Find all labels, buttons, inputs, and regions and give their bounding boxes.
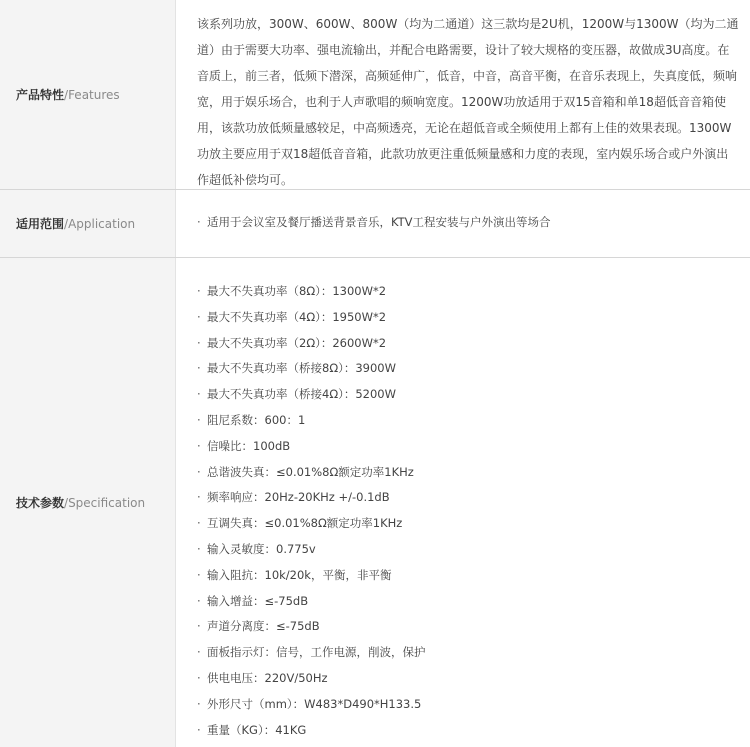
spec-item-text: 最大不失真功率（8Ω）：1300W*2 <box>207 284 387 298</box>
list-item <box>197 537 740 563</box>
spec-item-text: 阻尼系数：600：1 <box>207 412 306 427</box>
bullet-dot-icon: · <box>197 516 201 531</box>
list-item <box>197 279 740 305</box>
list-item <box>197 331 740 357</box>
list-item <box>197 692 740 718</box>
application-label <box>0 190 176 257</box>
list-item <box>197 408 740 434</box>
bullet-dot-icon: · <box>197 309 201 324</box>
spec-item-text: 信噪比：100dB <box>207 438 291 453</box>
spec-item-text: 最大不失真功率（桥接4Ω）：5200W <box>207 387 396 402</box>
list-item <box>197 666 740 692</box>
bullet-dot-icon: · <box>197 670 201 685</box>
specification-list <box>197 258 740 743</box>
application-row <box>0 190 750 258</box>
specification-label <box>0 258 176 747</box>
bullet-dot-icon: · <box>197 438 201 453</box>
bullet-dot-icon: · <box>197 567 201 582</box>
spec-item-text: 输入阻抗：10k/20k，平衡，非平衡 <box>207 567 392 582</box>
application-label-en: Application <box>68 216 136 231</box>
bullet-dot-icon: · <box>197 593 201 608</box>
spec-item-text: 输入增益：≤-75dB <box>207 593 309 608</box>
list-item <box>197 511 740 537</box>
spec-item-text: 输入灵敏度：0.775v <box>207 541 316 556</box>
features-label <box>0 0 176 189</box>
bullet-dot-icon: · <box>197 284 201 298</box>
list-item <box>197 614 740 640</box>
spec-item-text: 外形尺寸（mm）：W483*D490*H133.5 <box>207 696 422 711</box>
bullet-dot-icon: · <box>197 645 201 660</box>
spec-item-text: 供电电压：220V/50Hz <box>207 670 328 685</box>
bullet-dot-icon: · <box>197 722 201 737</box>
list-item <box>197 460 740 486</box>
features-row <box>0 0 750 190</box>
list-item <box>197 434 740 460</box>
features-label-separator: / <box>64 87 69 102</box>
list-item <box>197 305 740 331</box>
spec-item-text: 面板指示灯：信号，工作电源，削波，保护 <box>207 645 426 660</box>
spec-item-text: 最大不失真功率（2Ω）：2600W*2 <box>207 335 387 350</box>
application-item-text: 适用于会议室及餐厅播送背景音乐，KTV工程安装与户外演出等场合 <box>207 215 551 229</box>
spec-item-text: 频率响应：20Hz-20KHz +/-0.1dB <box>207 490 390 505</box>
bullet-dot-icon: · <box>197 412 201 427</box>
features-label-cn: 产品特性 <box>16 88 65 102</box>
list-item <box>197 640 740 666</box>
bullet-dot-icon: · <box>197 541 201 556</box>
bullet-dot-icon: · <box>197 335 201 350</box>
specification-label-en: Specification <box>68 495 146 510</box>
specification-row <box>0 258 750 747</box>
bullet-dot-icon: · <box>197 464 201 479</box>
specification-content <box>177 258 750 747</box>
specification-label-separator: / <box>64 495 69 510</box>
list-item <box>197 485 740 511</box>
spec-item-text: 最大不失真功率（4Ω）：1950W*2 <box>207 309 387 324</box>
application-content <box>177 190 750 257</box>
spec-item-text: 最大不失真功率（桥接8Ω）：3900W <box>207 361 396 376</box>
spec-item-text: 互调失真：≤0.01%8Ω额定功率1KHz <box>207 516 403 531</box>
application-label-separator: / <box>64 216 69 231</box>
list-item <box>197 718 740 744</box>
spec-item-text: 重量（KG）：41KG <box>207 722 307 737</box>
spec-item-text: 声道分离度：≤-75dB <box>207 619 320 634</box>
features-label-en: Features <box>68 87 120 102</box>
features-text: 该系列功放，300W、600W、800W（均为二通道）这三款均是2U机，1200W与1300W（均为二通道）由于需要大功率、强电流输出，并配合电路需要，设计了较大规格的变压器，故做成3U高度。在音质上，前三者，低频下潜深，高频延伸广，低音，中音，高音平衡，在音乐表现上，失真度低，频响宽，用于娱乐场合，也利于人声歌唱的频响宽度。1200W功放适用于双15音箱和单18超低音音箱使用，该款功放低频量感较足，中高频透亮，无论在超低音或全频使用上都有上佳的效果表现。1300W功放主要应用于双18超低音音箱，此款功放更注重低频量感和力度的表现，室内娱乐场合或户外演出作超低补偿均可。 <box>197 17 739 187</box>
spec-item-text: 总谐波失真：≤0.01%8Ω额定功率1KHz <box>207 464 414 479</box>
bullet-dot-icon: · <box>197 387 201 402</box>
list-item <box>197 356 740 382</box>
list-item <box>197 382 740 408</box>
application-label-cn: 适用范围 <box>16 217 65 231</box>
list-item <box>197 563 740 589</box>
bullet-dot-icon: · <box>197 696 201 711</box>
list-item <box>197 210 740 236</box>
bullet-dot-icon: · <box>197 215 201 229</box>
application-list <box>197 190 740 236</box>
bullet-dot-icon: · <box>197 490 201 505</box>
features-content <box>177 0 750 189</box>
bullet-dot-icon: · <box>197 361 201 376</box>
list-item <box>197 589 740 615</box>
specification-label-cn: 技术参数 <box>16 496 65 510</box>
bullet-dot-icon: · <box>197 619 201 634</box>
